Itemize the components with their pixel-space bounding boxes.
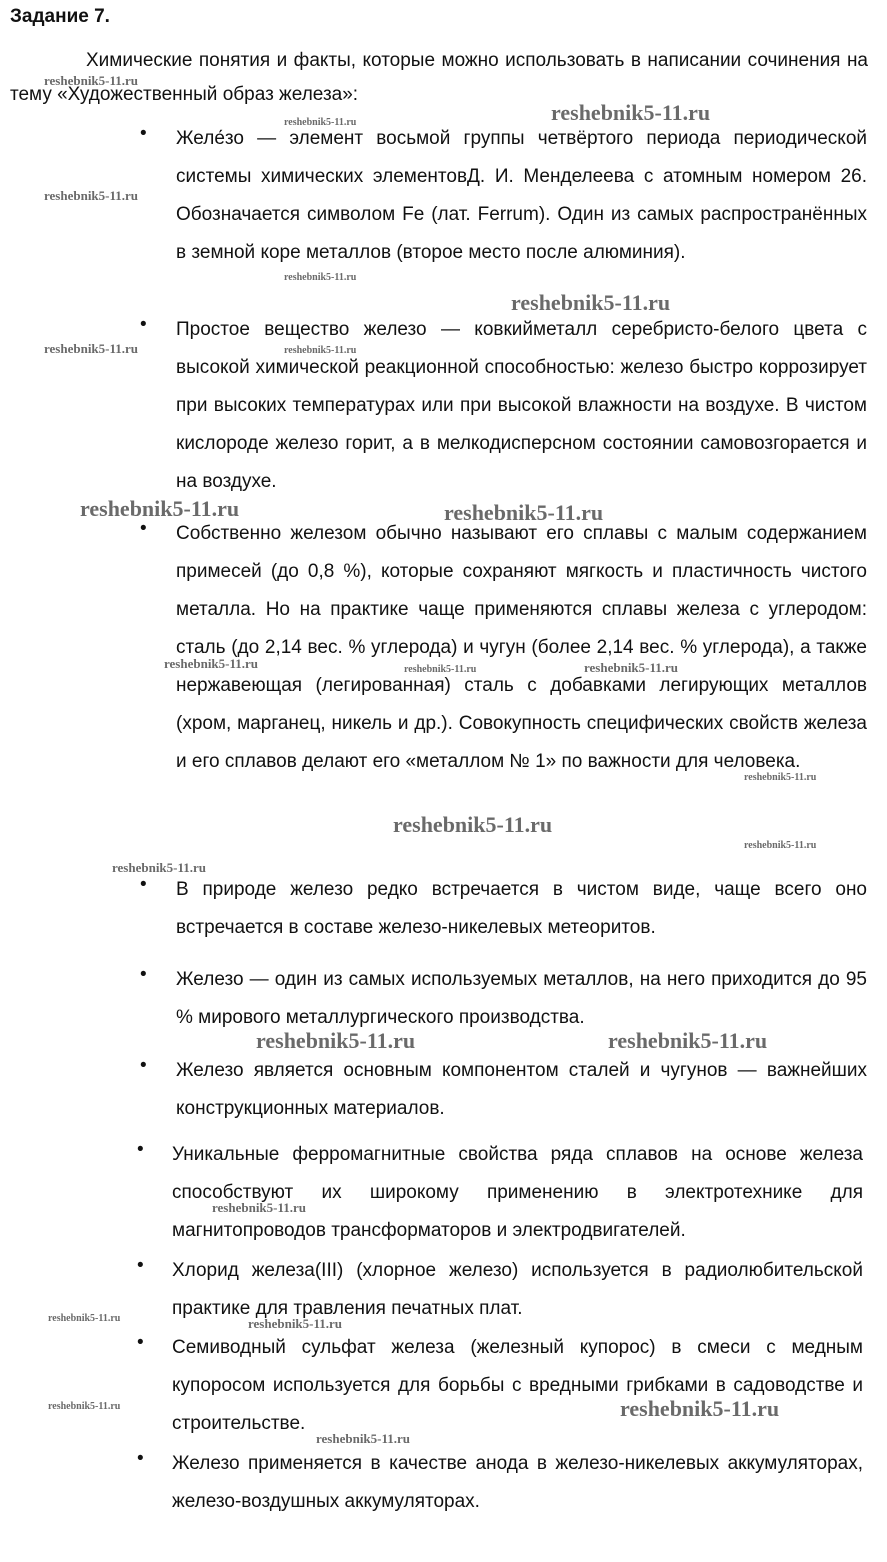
bullet-icon: •: [140, 123, 147, 144]
watermark: reshebnik5-11.ru: [744, 772, 817, 783]
watermark: reshebnik5-11.ru: [316, 1431, 411, 1446]
watermark: reshebnik5-11.ru: [284, 117, 357, 128]
bullet-icon: •: [140, 518, 147, 539]
watermark: reshebnik5-11.ru: [584, 660, 679, 675]
bullet-icon: •: [137, 1448, 144, 1469]
watermark: reshebnik5-11.ru: [212, 1200, 307, 1215]
list-item: Простое вещество железо — ковкийметалл серебристо-белого цвета с высокой химической реакционной способностью: железо быстро коррозирует при высоких температурах или при высокой влажности на воздухе. В чистом кислороде железо горит, а в мелкодисперсном состоянии самовозгорается и на воздухе.: [176, 319, 867, 492]
bullet-icon: •: [140, 874, 147, 895]
watermark: reshebnik5-11.ru: [404, 664, 477, 675]
bullet-icon: •: [137, 1255, 144, 1276]
watermark: reshebnik5-11.ru: [608, 1028, 768, 1053]
watermark: reshebnik5-11.ru: [248, 1316, 343, 1331]
bullet-icon: •: [140, 1055, 147, 1076]
list-item: Железо является основным компонентом сталей и чугунов — важнейших конструкционных материалов.: [176, 1060, 867, 1119]
watermark: reshebnik5-11.ru: [164, 656, 259, 671]
bullet-icon: •: [137, 1332, 144, 1353]
bullet-icon: •: [140, 964, 147, 985]
list-item: В природе железо редко встречается в чистом виде, чаще всего оно встречается в составе железо-никелевых метеоритов.: [176, 879, 867, 938]
list-item: Железо — один из самых используемых металлов, на него приходится до 95 % мирового металлургического производства.: [176, 969, 867, 1028]
list-item: Семиводный сульфат железа (железный купорос) в смеси с медным купоросом используется для борьбы с вредными грибками в садоводстве и строительстве.: [172, 1337, 863, 1434]
bullet-icon: •: [137, 1139, 144, 1160]
list-item: Хлорид железа(III) (хлорное железо) используется в радиолюбительской практике для травления печатных плат.: [172, 1260, 863, 1319]
list-item: Железо применяется в качестве анода в железо-никелевых аккумуляторах, железо-воздушных аккумуляторах.: [172, 1453, 863, 1512]
task-title: Задание 7.: [10, 6, 110, 27]
watermark: reshebnik5-11.ru: [44, 73, 139, 88]
list-item: Уникальные ферромагнитные свойства ряда сплавов на основе железа способствуют их широкому применению в электротехнике для магнитопроводов трансформаторов и электродвигателей.: [172, 1144, 863, 1241]
watermark: reshebnik5-11.ru: [284, 345, 357, 356]
watermark: reshebnik5-11.ru: [44, 188, 139, 203]
list-item: Желе́зо — элемент восьмой группы четвёртого периода периодической системы химических элементовД. И. Менделеева с атомным номером 26. Обозначается символом Fe (лат. Ferrum). Один из самых распространённых в земной коре металлов (второе место после алюминия).: [176, 128, 867, 263]
watermark: reshebnik5-11.ru: [511, 290, 671, 315]
watermark: reshebnik5-11.ru: [744, 840, 817, 851]
watermark: reshebnik5-11.ru: [48, 1313, 121, 1324]
intro-paragraph: Химические понятия и факты, которые можно использовать в написании сочинения на тему «Художественный образ железа»:: [10, 50, 868, 105]
watermark: reshebnik5-11.ru: [80, 496, 240, 521]
watermark: reshebnik5-11.ru: [393, 812, 553, 837]
watermark: reshebnik5-11.ru: [48, 1401, 121, 1412]
watermark: reshebnik5-11.ru: [620, 1396, 780, 1421]
watermark: reshebnik5-11.ru: [444, 500, 604, 525]
watermark: reshebnik5-11.ru: [112, 860, 207, 875]
watermark: reshebnik5-11.ru: [44, 341, 139, 356]
bullet-icon: •: [140, 314, 147, 335]
watermark: reshebnik5-11.ru: [256, 1028, 416, 1053]
list-item: Собственно железом обычно называют его сплавы с малым содержанием примесей (до 0,8 %), которые сохраняют мягкость и пластичность чистого металла. Но на практике чаще применяются сплавы железа с углеродом: сталь (до 2,14 вес. % углерода) и чугун (более 2,14 вес. % углерода), а также нержавеющая (легированная) сталь с добавками легирующих металлов (хром, марганец, никель и др.). Совокупность специфических свойств железа и его сплавов делают его «металлом № 1» по важности для человека.: [176, 523, 867, 772]
watermark: reshebnik5-11.ru: [284, 272, 357, 283]
watermark: reshebnik5-11.ru: [551, 100, 711, 125]
